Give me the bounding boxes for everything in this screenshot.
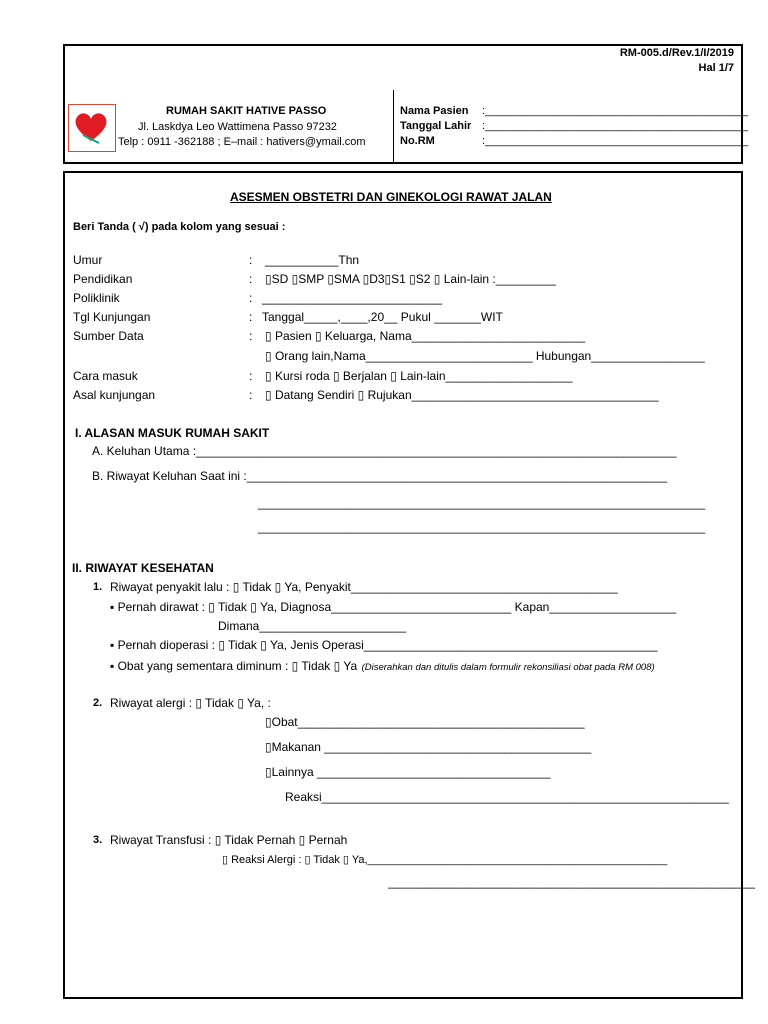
education-label: Pendidikan [73, 272, 133, 286]
entry-method-options[interactable]: ▯ Kursi roda ▯ Berjalan ▯ Lain-lain___________________ [265, 369, 573, 383]
visit-date-colon: : [249, 310, 253, 324]
age-colon: : [249, 253, 253, 267]
entry-method-colon: : [249, 369, 253, 383]
education-colon: : [249, 272, 253, 286]
allergy-other-field[interactable]: ▯Lainnya ___________________________________ [265, 765, 551, 779]
hospital-address: Jl. Laskdya Leo Wattimena Passo 97232 [138, 121, 337, 133]
visit-date-field[interactable]: Tanggal_____,____,20__ Pukul _______WIT [262, 310, 503, 324]
section2-heading: II. RIWAYAT KESEHATAN [72, 561, 214, 575]
hospitalized-field[interactable]: ▪ Pernah dirawat : ▯ Tidak ▯ Ya, Diagnosa___________________________ Kapan___________________ [110, 600, 677, 614]
age-label: Umur [73, 253, 103, 267]
visit-date-label: Tgl Kunjungan [73, 310, 151, 324]
past-illness-field[interactable]: Riwayat penyakit lalu : ▯ Tidak ▯ Ya, Penyakit________________________________________ [110, 580, 618, 594]
allergy-reaction-field[interactable]: Reaksi_____________________________________________________________ [285, 790, 729, 804]
page-number: Hal 1/7 [698, 62, 734, 74]
form-instruction: Beri Tanda ( √) pada kolom yang sesuai : [73, 221, 286, 233]
doc-code: RM-005.d/Rev.1/I/2019 [619, 47, 734, 59]
visit-origin-options[interactable]: ▯ Datang Sendiri ▯ Rujukan_____________________________________ [265, 388, 659, 402]
q1-number: 1. [93, 581, 103, 593]
data-source-label: Sumber Data [73, 329, 144, 343]
birth-date-field[interactable]: :___________________________________________ [482, 120, 749, 132]
complaint-history-line2[interactable]: ___________________________________________________________________ [258, 496, 706, 510]
current-medication-field[interactable]: ▪ Obat yang sementara diminum : ▯ Tidak ▯ Ya [110, 659, 358, 673]
rm-number-field[interactable]: :___________________________________________ [482, 135, 749, 147]
form-title: ASESMEN OBSTETRI DAN GINEKOLOGI RAWAT JALAN [230, 190, 552, 204]
allergy-field[interactable]: Riwayat alergi : ▯ Tidak ▯ Ya, : [110, 696, 271, 710]
hospitalized-where-field[interactable]: Dimana______________________ [218, 619, 407, 633]
patient-name-label: Nama Pasien [400, 105, 469, 117]
clinic-label: Poliklinik [73, 291, 120, 305]
patient-name-field[interactable]: :___________________________________________ [482, 105, 749, 117]
hospital-name: RUMAH SAKIT HATIVE PASSO [166, 105, 327, 117]
main-complaint-field[interactable]: A. Keluhan Utama :________________________________________________________________________ [92, 444, 677, 458]
allergy-drug-field[interactable]: ▯Obat___________________________________________ [265, 715, 585, 729]
hospital-logo-icon [68, 104, 116, 152]
birth-date-label: Tanggal Lahir [400, 120, 472, 132]
education-options[interactable]: ▯SD ▯SMP ▯SMA ▯D3▯S1 ▯S2 ▯ Lain-lain :_________ [265, 272, 556, 286]
current-medication-row [110, 657, 655, 675]
visit-origin-colon: : [249, 388, 253, 402]
q2-number: 2. [93, 697, 103, 709]
current-medication-note: (Diserahkan dan ditulis dalam formulir rekonsiliasi obat pada RM 008) [361, 662, 655, 673]
section1-heading: I. ALASAN MASUK RUMAH SAKIT [75, 426, 270, 440]
clinic-field[interactable]: ___________________________ [262, 291, 443, 305]
age-field[interactable]: ___________Thn [265, 253, 360, 267]
clinic-colon: : [249, 291, 253, 305]
complaint-history-field[interactable]: B. Riwayat Keluhan Saat ini :_______________________________________________________________ [92, 469, 668, 483]
transfusion-reaction-field[interactable]: ▯ Reaksi Alergi : ▯ Tidak ▯ Ya,_________________________________________________ [222, 854, 668, 866]
visit-origin-label: Asal kunjungan [73, 388, 156, 402]
transfusion-extra-line[interactable]: _______________________________________________________ [388, 875, 756, 889]
data-source-other[interactable]: ▯ Orang lain,Nama_________________________ Hubungan_________________ [265, 349, 705, 363]
q3-number: 3. [93, 834, 103, 846]
data-source-options[interactable]: ▯ Pasien ▯ Keluarga, Nama__________________________ [265, 329, 586, 343]
surgery-field[interactable]: ▪ Pernah dioperasi : ▯ Tidak ▯ Ya, Jenis Operasi____________________________________________ [110, 638, 658, 652]
complaint-history-line3[interactable]: ___________________________________________________________________ [258, 520, 706, 534]
allergy-food-field[interactable]: ▯Makanan ________________________________________ [265, 740, 592, 754]
data-source-colon: : [249, 329, 253, 343]
header-divider [393, 90, 394, 164]
rm-number-label: No.RM [400, 135, 435, 147]
transfusion-field[interactable]: Riwayat Transfusi : ▯ Tidak Pernah ▯ Pernah [110, 833, 348, 847]
entry-method-label: Cara masuk [73, 369, 138, 383]
hospital-contact: Telp : 0911 -362188 ; E–mail : hativers@ymail.com [118, 136, 366, 148]
